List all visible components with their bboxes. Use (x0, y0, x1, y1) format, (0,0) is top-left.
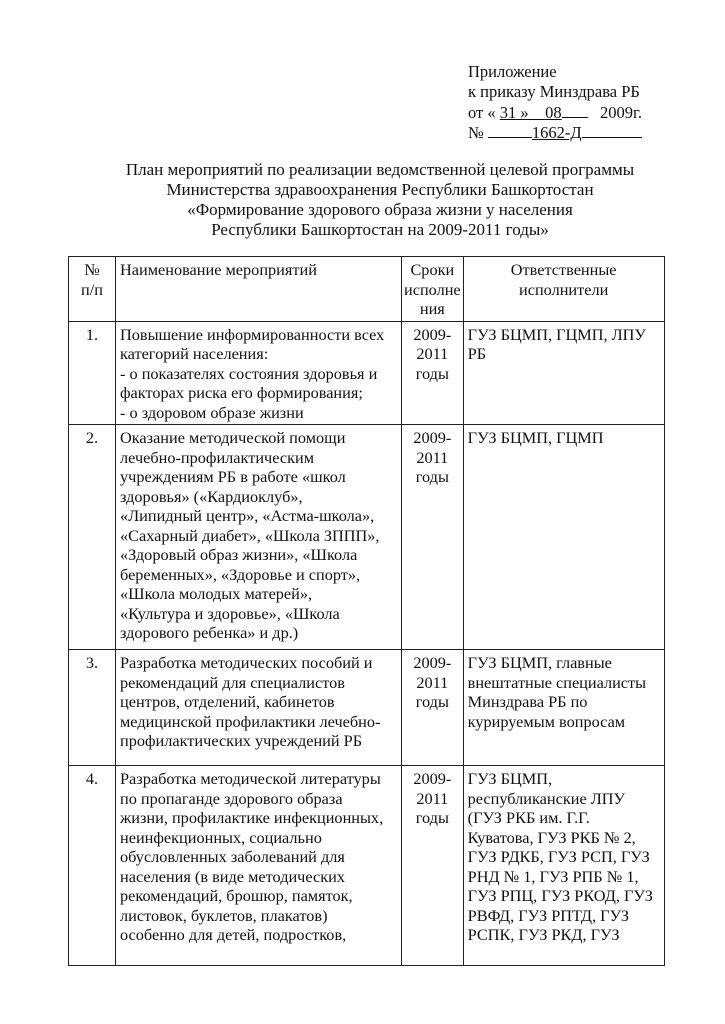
row-num: 1. (69, 321, 116, 425)
appendix-order-ref: к приказу Минздрава РБ (468, 82, 640, 101)
header-term: Сроки исполне ния (402, 257, 464, 322)
row-num: 4. (69, 766, 116, 966)
title-line-1: План мероприятий по реализации ведомственной целевой программы (125, 160, 635, 179)
row-resp: ГУЗ БЦМП, главные внештатные специалисты Минздрава РБ по курируемым вопросам (463, 650, 664, 766)
row-num: 2. (69, 425, 116, 650)
appendix-number (468, 122, 688, 142)
row-name: Оказание методической помощи лечебно-профилактическим учреждениям РБ в работе «школ здоровья» («Кардиоклуб», «Липидный центр», «Астма-школа», «Сахарный диабет», «Школа ЗППП», «Здоровый образ жизни», «Школа беременных», «Здоровье и спорт», «Школа молодых матерей», «Культура и здоровье», «Школа здорового ребенка» и др.) (116, 425, 402, 650)
row-resp: ГУЗ БЦМП, ГЦМП (463, 425, 664, 650)
date-prefix: от « (468, 103, 500, 122)
title-line-3: «Формирование здорового образа жизни у населения (187, 200, 573, 219)
number-value: 1662-Д (531, 123, 582, 142)
number-underline-right (582, 122, 642, 138)
measures-table (68, 256, 665, 966)
document-title (60, 160, 700, 240)
number-underline-left (488, 122, 532, 138)
number-prefix: № (468, 123, 488, 142)
header-resp: Ответственные исполнители (463, 257, 664, 322)
title-line-4: Республики Башкортостан на 2009-2011 годы» (211, 220, 549, 239)
appendix-date (468, 102, 688, 122)
date-underline (562, 102, 588, 118)
table-header-row (69, 257, 665, 322)
date-mid: » (516, 103, 546, 122)
date-month: 08 (545, 103, 562, 122)
row-name: Повышение информированности всех категорий населения: - о показателях состояния здоровья и факторах риска его формирования; - о здоровом образе жизни (116, 321, 402, 425)
table-row (69, 425, 665, 650)
row-num: 3. (69, 650, 116, 766)
table-row (69, 766, 665, 966)
row-name: Разработка методической литературы по пропаганде здорового образа жизни, профилактике инфекционных, неинфекционных, социально обусловленных заболеваний для населения (в виде методических рекомендаций, брошюр, памяток, листовок, буклетов, плакатов) особенно для детей, подростков, (116, 766, 402, 966)
row-term: 2009- 2011 годы (402, 425, 464, 650)
date-year: 2009г. (600, 103, 643, 122)
row-term: 2009- 2011 годы (402, 650, 464, 766)
row-name: Разработка методических пособий и рекомендаций для специалистов центров, отделений, кабинетов медицинской профилактики лечебно- профилактических учреждений РБ (116, 650, 402, 766)
header-num: № п/п (69, 257, 116, 322)
row-resp: ГУЗ БЦМП, республиканские ЛПУ (ГУЗ РКБ им. Г.Г. Куватова, ГУЗ РКБ № 2, ГУЗ РДКБ, ГУЗ РСП, ГУЗ РНД № 1, ГУЗ РПБ № 1, ГУЗ РПЦ, ГУЗ РКОД, ГУЗ РВФД, ГУЗ РПТД, ГУЗ РСПК, ГУЗ РКД, ГУЗ (463, 766, 664, 966)
date-day: 31 (499, 103, 517, 122)
appendix-block (468, 62, 688, 142)
appendix-title: Приложение (468, 62, 557, 81)
row-resp: ГУЗ БЦМП, ГЦМП, ЛПУ РБ (463, 321, 664, 425)
header-name: Наименование мероприятий (116, 257, 402, 322)
title-line-2: Министерства здравоохранения Республики Башкортостан (166, 180, 594, 199)
row-term: 2009- 2011 годы (402, 766, 464, 966)
table-row (69, 321, 665, 425)
table-row (69, 650, 665, 766)
row-term: 2009- 2011 годы (402, 321, 464, 425)
